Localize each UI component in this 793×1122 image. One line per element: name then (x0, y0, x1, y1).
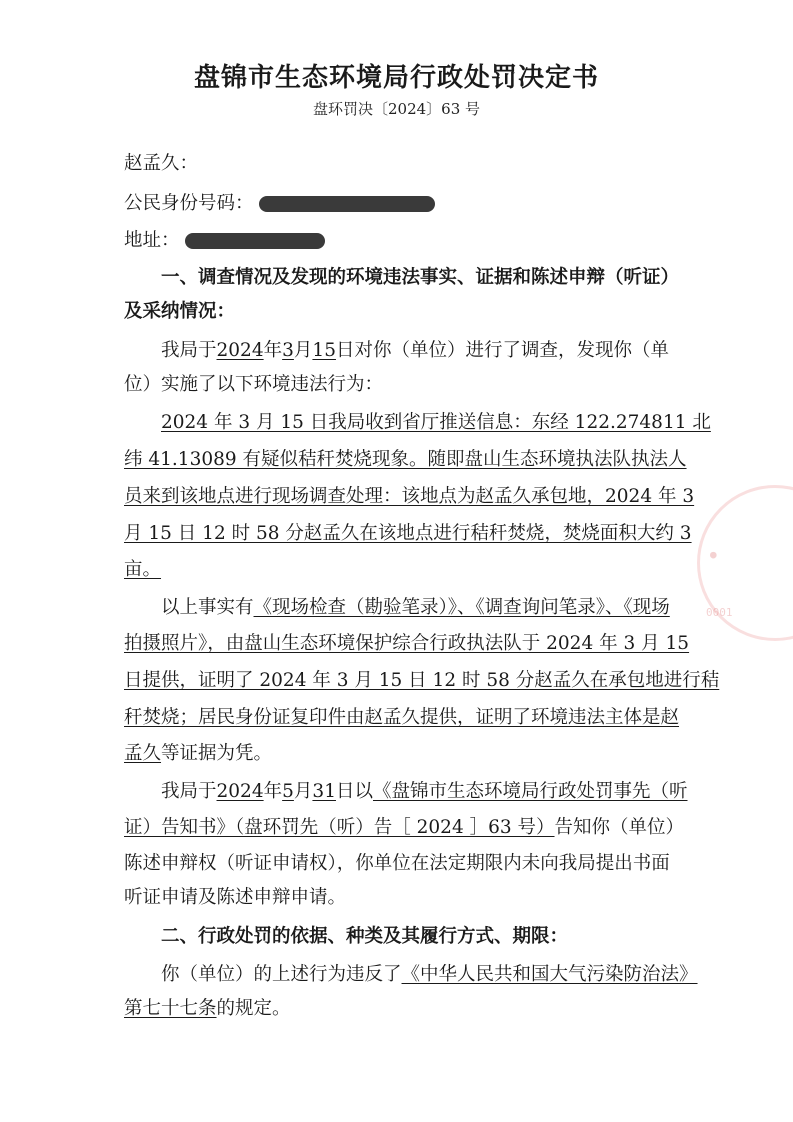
facts-line-5: 亩。 (124, 559, 162, 580)
document-number: 盘环罚决〔2024〕63 号 (312, 100, 481, 118)
text: 年 (263, 340, 283, 361)
text: 年 (263, 781, 283, 802)
text: 的规定。 (216, 998, 291, 1019)
text: 告知你（单位） (554, 817, 685, 838)
facts-line-3: 员来到该地点进行现场调查处理：该地点为赵孟久承包地，2024 年 3 (124, 486, 695, 507)
investigation-day: 15 (312, 340, 336, 361)
text: 日以 (335, 781, 373, 802)
official-seal-fragment: ● 0001 (697, 485, 793, 641)
party-name (124, 152, 198, 176)
notice-document-number: 证）告知书》（盘环罚先（听）告［ 2024 ］63 号） (124, 817, 555, 838)
address-label: 地址： (124, 230, 180, 251)
law-name: 《中华人民共和国大气污染防治法》 (401, 964, 698, 985)
evidence-line-4: 秆焚烧；居民身份证复印件由赵孟久提供，证明了环境违法主体是赵 (124, 707, 680, 728)
text: 以上事实有 (161, 597, 254, 618)
notice-line-1 (161, 780, 688, 804)
text: 我局于 (161, 781, 217, 802)
notice-line-2 (124, 816, 684, 840)
facts-line-1: 2024 年 3 月 15 日我局收到省厅推送信息：东经 122.274811 北 (161, 412, 711, 433)
basis-line-2 (124, 997, 291, 1021)
text: 日对你（单位）进行了调查，发现你（单 (335, 340, 669, 361)
violator-name: 孟久 (124, 743, 162, 764)
text: 我局于 (161, 340, 217, 361)
id-label: 公民身份号码： (124, 193, 254, 214)
text: 你（单位）的上述行为违反了 (161, 964, 402, 985)
text: 月 (293, 340, 313, 361)
notice-line-4: 听证申请及陈述申辩申请。 (124, 887, 347, 908)
evidence-list: 《现场检查（勘验笔录）》、《调查询问笔录》、《现场 (253, 597, 670, 618)
facts-line-2: 纬 41.13089 有疑似秸秆焚烧现象。随即盘山生态环境执法队执法人 (124, 449, 687, 470)
section1-title: 一、调查情况及发现的环境违法事实、证据和陈述申辩（听证） (161, 267, 680, 288)
evidence-line-1 (161, 596, 670, 620)
notice-day: 31 (312, 781, 336, 802)
investigation-line-1 (161, 339, 669, 363)
address-row (124, 229, 325, 253)
section1-title-cont: 及采纳情况： (124, 301, 236, 322)
law-article: 第七十七条 (124, 998, 217, 1019)
investigation-line-2: 位）实施了以下环境违法行为： (124, 374, 384, 395)
document-title: 盘锦市生态环境局行政处罚决定书 (193, 63, 599, 93)
text: 等证据为凭。 (161, 743, 273, 764)
id-value-redacted (259, 196, 435, 212)
notice-line-3: 陈述申辩权（听证申请权），你单位在法定期限内未向我局提出书面 (124, 853, 670, 874)
notice-document: 《盘锦市生态环境局行政处罚事先（听 (372, 781, 688, 802)
address-value-redacted (185, 233, 325, 249)
evidence-line-5 (124, 742, 272, 766)
evidence-line-2: 拍摄照片》，由盘山生态环境保护综合行政执法队于 2024 年 3 月 15 (124, 633, 690, 654)
investigation-month: 3 (282, 340, 294, 361)
evidence-line-3: 日提供，证明了 2024 年 3 月 15 日 12 时 58 分赵孟久在承包地进行秸 (124, 670, 720, 691)
id-row (124, 192, 435, 216)
notice-month: 5 (282, 781, 294, 802)
text: 月 (293, 781, 313, 802)
section2-title: 二、行政处罚的依据、种类及其履行方式、期限： (161, 926, 569, 947)
basis-line-1 (161, 963, 698, 987)
facts-line-4: 月 15 日 12 时 58 分赵孟久在该地点进行秸秆焚烧，焚烧面积大约 3 (124, 523, 692, 544)
investigation-year: 2024 (216, 340, 264, 361)
party-name-text: 赵孟久： (124, 153, 199, 174)
notice-year: 2024 (216, 781, 264, 802)
